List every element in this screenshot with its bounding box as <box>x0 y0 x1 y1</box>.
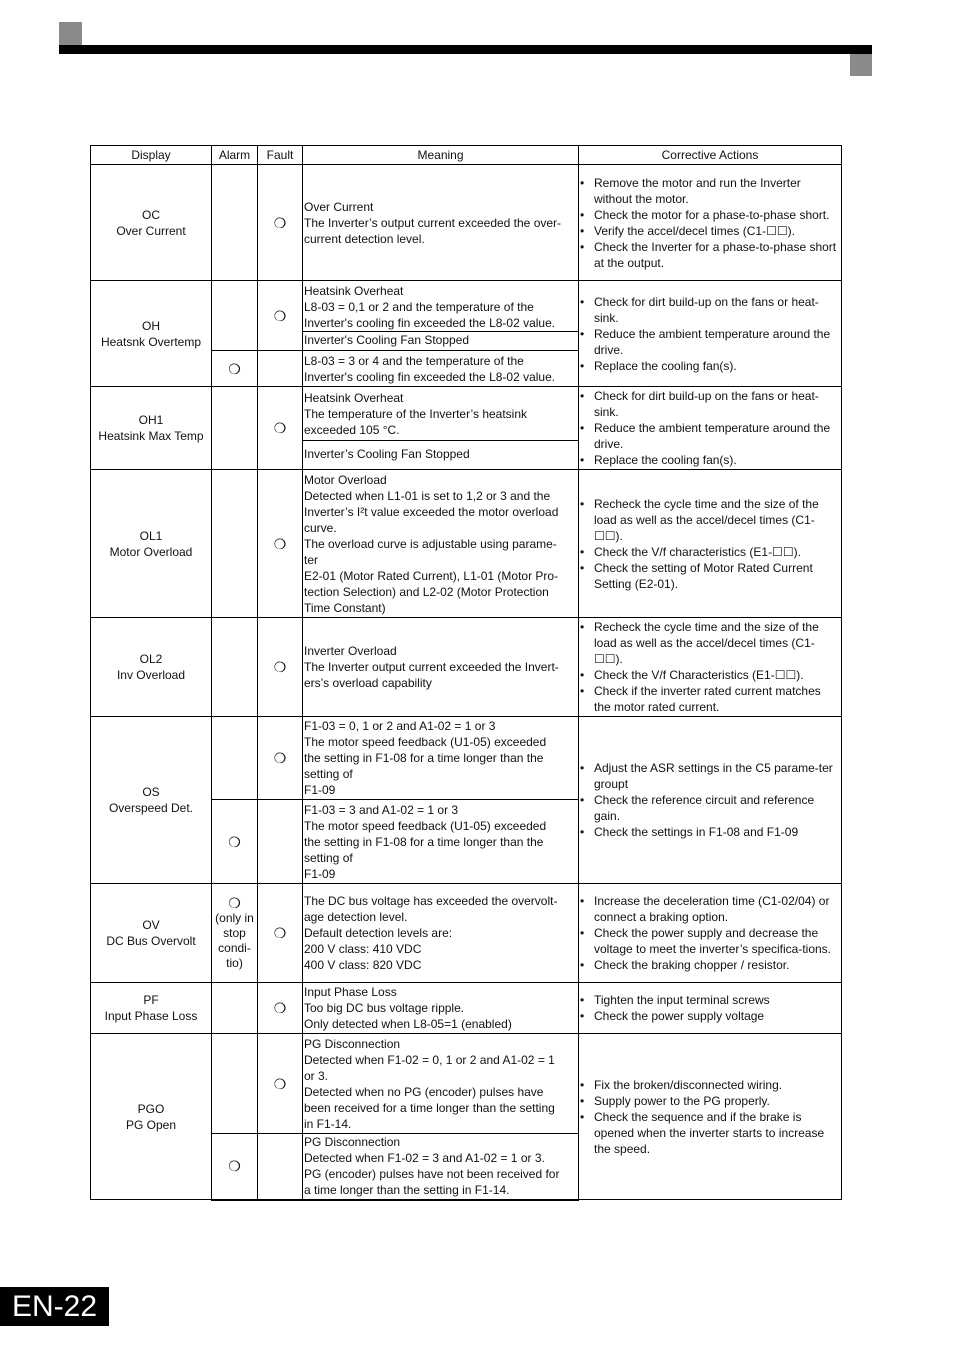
alarm-cell <box>212 884 258 983</box>
action-item: • Replace the cooling fan(s). <box>580 358 840 374</box>
action-item: • Check if the inverter rated current matches the motor rated current. <box>580 683 840 715</box>
action-item: • Recheck the cycle time and the size of the load as well as the accel/decel times (C1-☐☐). <box>580 619 840 667</box>
action-item: • Fix the broken/disconnected wiring. <box>580 1077 840 1093</box>
action-item: • Adjust the ASR settings in the C5 parame-ter groupt <box>580 760 840 792</box>
alarm-note: (only in stop condi- tio) <box>215 911 254 970</box>
fault-mark: ❍ <box>258 1034 303 1134</box>
fault-mark: ❍ <box>258 387 303 470</box>
display-cell: OS Overspeed Det. <box>91 717 212 884</box>
alarm-cell <box>212 1034 258 1134</box>
action-item: • Check the Inverter for a phase-to-phase short at the output. <box>580 239 840 271</box>
fault-mark: ❍ <box>258 884 303 983</box>
action-item: • Check for dirt build-up on the fans or heat-sink. <box>580 294 840 326</box>
fault-table <box>90 145 842 1201</box>
header-actions: Corrective Actions <box>579 146 842 165</box>
fault-mark: ❍ <box>258 983 303 1034</box>
action-item: • Check the V/f Characteristics (E1-☐☐). <box>580 667 840 683</box>
fault-cell <box>258 351 303 387</box>
action-item: • Recheck the cycle time and the size of the load as well as the accel/decel times (C1-☐☐). <box>580 496 840 544</box>
fault-mark: ❍ <box>258 470 303 618</box>
display-cell: OH1 Heatsink Max Temp <box>91 387 212 470</box>
display-cell: OH Heatsnk Overtemp <box>91 281 212 387</box>
alarm-cell <box>212 618 258 717</box>
display-cell: OL2 Inv Overload <box>91 618 212 717</box>
alarm-cell <box>212 717 258 800</box>
actions-cell <box>579 387 842 470</box>
actions-cell <box>579 884 842 983</box>
action-item: • Supply power to the PG properly. <box>580 1093 840 1109</box>
actions-cell <box>579 1034 842 1200</box>
meaning-cell: The DC bus voltage has exceeded the overvolt- age detection level. Default detection levels are: 200 V class: 410 VDC 400 V class: 820 VDC <box>303 884 579 983</box>
table-row <box>91 165 842 281</box>
header-bar <box>59 45 872 54</box>
action-item: • Check the motor for a phase-to-phase short. <box>580 207 840 223</box>
alarm-cell <box>212 165 258 281</box>
meaning-cell: Heatsink Overheat The temperature of the Inverter’s heatsink exceeded 105 °C. Inverter’s Cooling Fan Stopped <box>303 387 579 470</box>
display-cell: OV DC Bus Overvolt <box>91 884 212 983</box>
actions-cell <box>579 165 842 281</box>
alarm-cell <box>212 281 258 351</box>
action-item: • Reduce the ambient temperature around the drive. <box>580 420 840 452</box>
actions-cell <box>579 618 842 717</box>
fault-mark: ❍ <box>258 717 303 800</box>
action-item: • Check the settings in F1-08 and F1-09 <box>580 824 840 840</box>
meaning-cell: Inverter Overload The Inverter output current exceeded the Invert- ers’s overload capability <box>303 618 579 717</box>
alarm-cell <box>212 983 258 1034</box>
actions-cell <box>579 281 842 387</box>
fault-mark: ❍ <box>258 281 303 351</box>
action-item: • Replace the cooling fan(s). <box>580 452 840 468</box>
header-meaning: Meaning <box>303 146 579 165</box>
fault-mark: ❍ <box>258 165 303 281</box>
action-item: • Check the sequence and if the brake is opened when the inverter starts to increase the speed. <box>580 1109 840 1157</box>
action-item: • Check the reference circuit and reference gain. <box>580 792 840 824</box>
fault-cell <box>258 800 303 884</box>
action-item: • Verify the accel/decel times (C1-☐☐). <box>580 223 840 239</box>
header-display: Display <box>91 146 212 165</box>
header-marker-left <box>59 22 82 45</box>
table-row <box>91 884 842 983</box>
display-cell: PGO PG Open <box>91 1034 212 1200</box>
header-alarm: Alarm <box>212 146 258 165</box>
action-item: • Check the V/f characteristics (E1-☐☐). <box>580 544 840 560</box>
meaning-cell: PG Disconnection Detected when F1-02 = 3 and A1-02 = 1 or 3. PG (encoder) pulses have not been received for a time longer than the setting in F1-14. <box>303 1134 579 1200</box>
alarm-cell <box>212 470 258 618</box>
display-cell: PF Input Phase Loss <box>91 983 212 1034</box>
actions-cell <box>579 470 842 618</box>
action-item: • Remove the motor and run the Inverter without the motor. <box>580 175 840 207</box>
table-row <box>91 470 842 618</box>
meaning-cell: F1-03 = 0, 1 or 2 and A1-02 = 1 or 3 The motor speed feedback (U1-05) exceeded the setting in F1-08 for a time longer than the setting of F1-09 <box>303 717 579 800</box>
meaning-cell: Motor Overload Detected when L1-01 is set to 1,2 or 3 and the Inverter’s I²t value exceeded the motor overload curve. The overload curve is adjustable using parame- ter E2-01 (Motor Rated Current), L1-01 (Motor Pro- tection Selection) and L2-02 (Motor Protection Time Constant) <box>303 470 579 618</box>
alarm-mark: ❍ <box>228 895 241 911</box>
alarm-mark: ❍ <box>212 800 258 884</box>
meaning-cell: Input Phase Loss Too big DC bus voltage ripple. Only detected when L8-05=1 (enabled) <box>303 983 579 1034</box>
actions-cell <box>579 983 842 1034</box>
action-item: • Check the power supply and decrease the voltage to meet the inverter’s specifica-tions. <box>580 925 840 957</box>
table-row <box>91 618 842 717</box>
table-row <box>91 387 842 470</box>
meaning-cell: PG Disconnection Detected when F1-02 = 0, 1 or 2 and A1-02 = 1 or 3. Detected when no PG (encoder) pulses have been received for a time longer than the setting in F1-14. <box>303 1034 579 1134</box>
action-item: • Reduce the ambient temperature around the drive. <box>580 326 840 358</box>
meaning-cell: F1-03 = 3 and A1-02 = 1 or 3 The motor speed feedback (U1-05) exceeded the setting in F1-08 for a time longer than the setting of F1-09 <box>303 800 579 884</box>
alarm-mark: ❍ <box>212 351 258 387</box>
meaning-cell: Heatsink Overheat L8-03 = 0,1 or 2 and the temperature of the Inverter's cooling fin exceeded the L8-02 value. Inverter's Cooling Fan Stopped <box>303 281 579 351</box>
action-item: • Check the setting of Motor Rated Current Setting (E2-01). <box>580 560 840 592</box>
table-row <box>91 717 842 800</box>
page-number: EN-22 <box>0 1287 109 1326</box>
display-cell: OC Over Current <box>91 165 212 281</box>
action-item: • Check the power supply voltage <box>580 1008 840 1024</box>
action-item: • Check the braking chopper / resistor. <box>580 957 840 973</box>
action-item: • Check for dirt build-up on the fans or heat-sink. <box>580 388 840 420</box>
action-item: • Tighten the input terminal screws <box>580 992 840 1008</box>
fault-cell <box>258 1134 303 1200</box>
table-row <box>91 281 842 351</box>
alarm-cell <box>212 387 258 470</box>
table-row <box>91 983 842 1034</box>
meaning-cell: Over Current The Inverter’s output current exceeded the over- current detection level. <box>303 165 579 281</box>
header-marker-right <box>850 54 872 76</box>
meaning-cell: L8-03 = 3 or 4 and the temperature of the Inverter's cooling fin exceeded the L8-02 value. <box>303 351 579 387</box>
actions-cell <box>579 717 842 884</box>
fault-mark: ❍ <box>258 618 303 717</box>
alarm-mark: ❍ <box>212 1134 258 1200</box>
table-row <box>91 1034 842 1134</box>
header-row <box>91 146 842 165</box>
action-item: • Increase the deceleration time (C1-02/04) or connect a braking option. <box>580 893 840 925</box>
header-fault: Fault <box>258 146 303 165</box>
display-cell: OL1 Motor Overload <box>91 470 212 618</box>
